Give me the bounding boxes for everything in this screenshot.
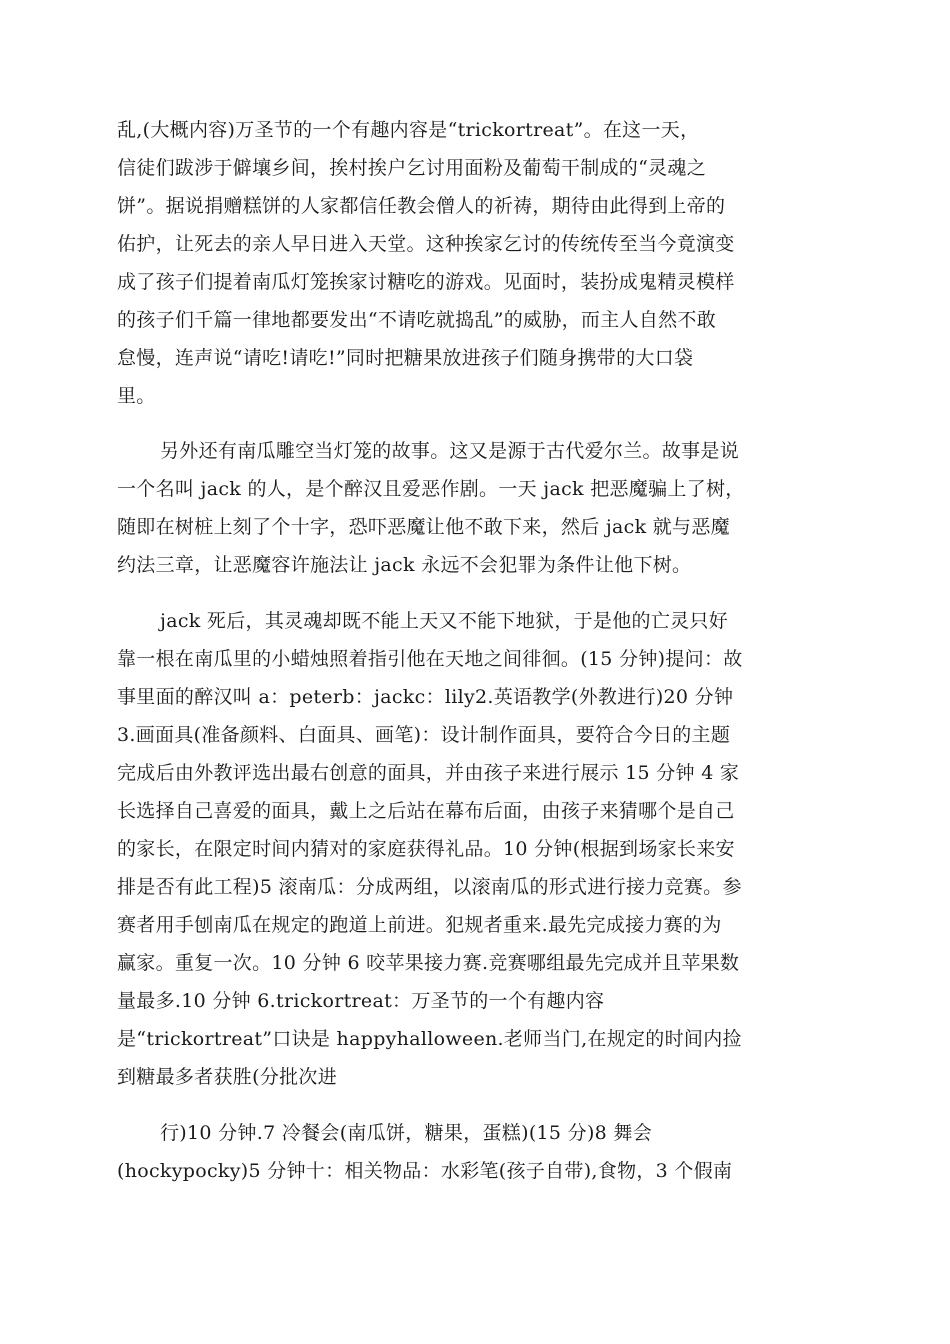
- text-line: 的家长，在限定时间内猜对的家庭获得礼品。10 分钟(根据到场家长来安: [117, 838, 735, 860]
- text-line: 乱,(大概内容)万圣节的一个有趣内容是“trickortreat”。在这一天，: [117, 119, 700, 141]
- text-line: 约法三章，让恶魔容许施法让 jack 永远不会犯罪为条件让他下树。: [117, 554, 692, 576]
- text-line: 信徒们跋涉于僻壤乡间，挨村挨户乞讨用面粉及葡萄干制成的“灵魂之: [117, 157, 707, 179]
- text-line: 完成后由外教评选出最右创意的面具，并由孩子来进行展示 15 分钟 4 家: [117, 762, 740, 784]
- text-line: 饼”。据说捐赠糕饼的人家都信任教会僧人的祈祷，期待由此得到上帝的: [117, 195, 726, 217]
- text-line: 另外还有南瓜雕空当灯笼的故事。这又是源于古代爱尔兰。故事是说: [160, 440, 740, 462]
- paragraph-trick-or-treat-origin: [117, 111, 837, 415]
- text-line: 的孩子们千篇一律地都要发出“不请吃就捣乱”的威胁，而主人自然不敢: [117, 309, 717, 331]
- text-line: 怠慢，连声说“请吃!请吃!”同时把糖果放进孩子们随身携带的大口袋: [117, 347, 694, 369]
- text-line: 是“trickortreat”口诀是 happyhalloween.老师当门,在规定的时间内捡: [117, 1028, 742, 1050]
- text-line: 里。: [117, 385, 156, 407]
- text-line: 靠一根在南瓜里的小蜡烛照着指引他在天地之间徘徊。(15 分钟)提问：故: [117, 648, 743, 670]
- text-line: 成了孩子们提着南瓜灯笼挨家讨糖吃的游戏。见面时，装扮成鬼精灵模样: [117, 271, 735, 293]
- text-line: 随即在树桩上刻了个十字，恐吓恶魔让他不敢下来，然后 jack 就与恶魔: [117, 516, 730, 538]
- text-line: 3.画面具(准备颜料、白面具、画笔)：设计制作面具，要符合今日的主题: [117, 724, 731, 746]
- text-line: 量最多.10 分钟 6.trickortreat：万圣节的一个有趣内容: [117, 990, 605, 1012]
- text-line: 赛者用手刨南瓜在规定的跑道上前进。犯规者重来.最先完成接力赛的为: [117, 914, 722, 936]
- text-line: 行)10 分钟.7 冷餐会(南瓜饼，糖果，蛋糕)(15 分)8 舞会: [160, 1122, 652, 1144]
- text-line: 一个名叫 jack 的人，是个醉汉且爱恶作剧。一天 jack 把恶魔骗上了树，: [117, 478, 745, 500]
- text-line: 佑护，让死去的亲人早日进入天堂。这种挨家乞讨的传统传至当今竟演变: [117, 233, 735, 255]
- text-line: (hockypocky)5 分钟十：相关物品：水彩笔(孩子自带),食物，3 个假南: [117, 1160, 733, 1182]
- paragraph-pumpkin-lantern-story: [117, 432, 837, 584]
- text-line: 长选择自己喜爱的面具，戴上之后站在幕布后面，由孩子来猜哪个是自己: [117, 800, 735, 822]
- text-line: 排是否有此工程)5 滚南瓜：分成两组，以滚南瓜的形式进行接力竞赛。参: [117, 876, 742, 898]
- paragraph-activity-schedule: [117, 602, 837, 1096]
- text-line: 到糖最多者获胜(分批次进: [117, 1066, 338, 1088]
- text-line: 事里面的醉汉叫 a：peterb：jackc：lily2.英语教学(外教进行)20 分钟: [117, 686, 734, 708]
- paragraph-party-and-supplies: [117, 1114, 837, 1190]
- text-line: jack 死后，其灵魂却既不能上天又不能下地狱，于是他的亡灵只好: [160, 610, 729, 632]
- text-line: 赢家。重复一次。10 分钟 6 咬苹果接力赛.竞赛哪组最先完成并且苹果数: [117, 952, 740, 974]
